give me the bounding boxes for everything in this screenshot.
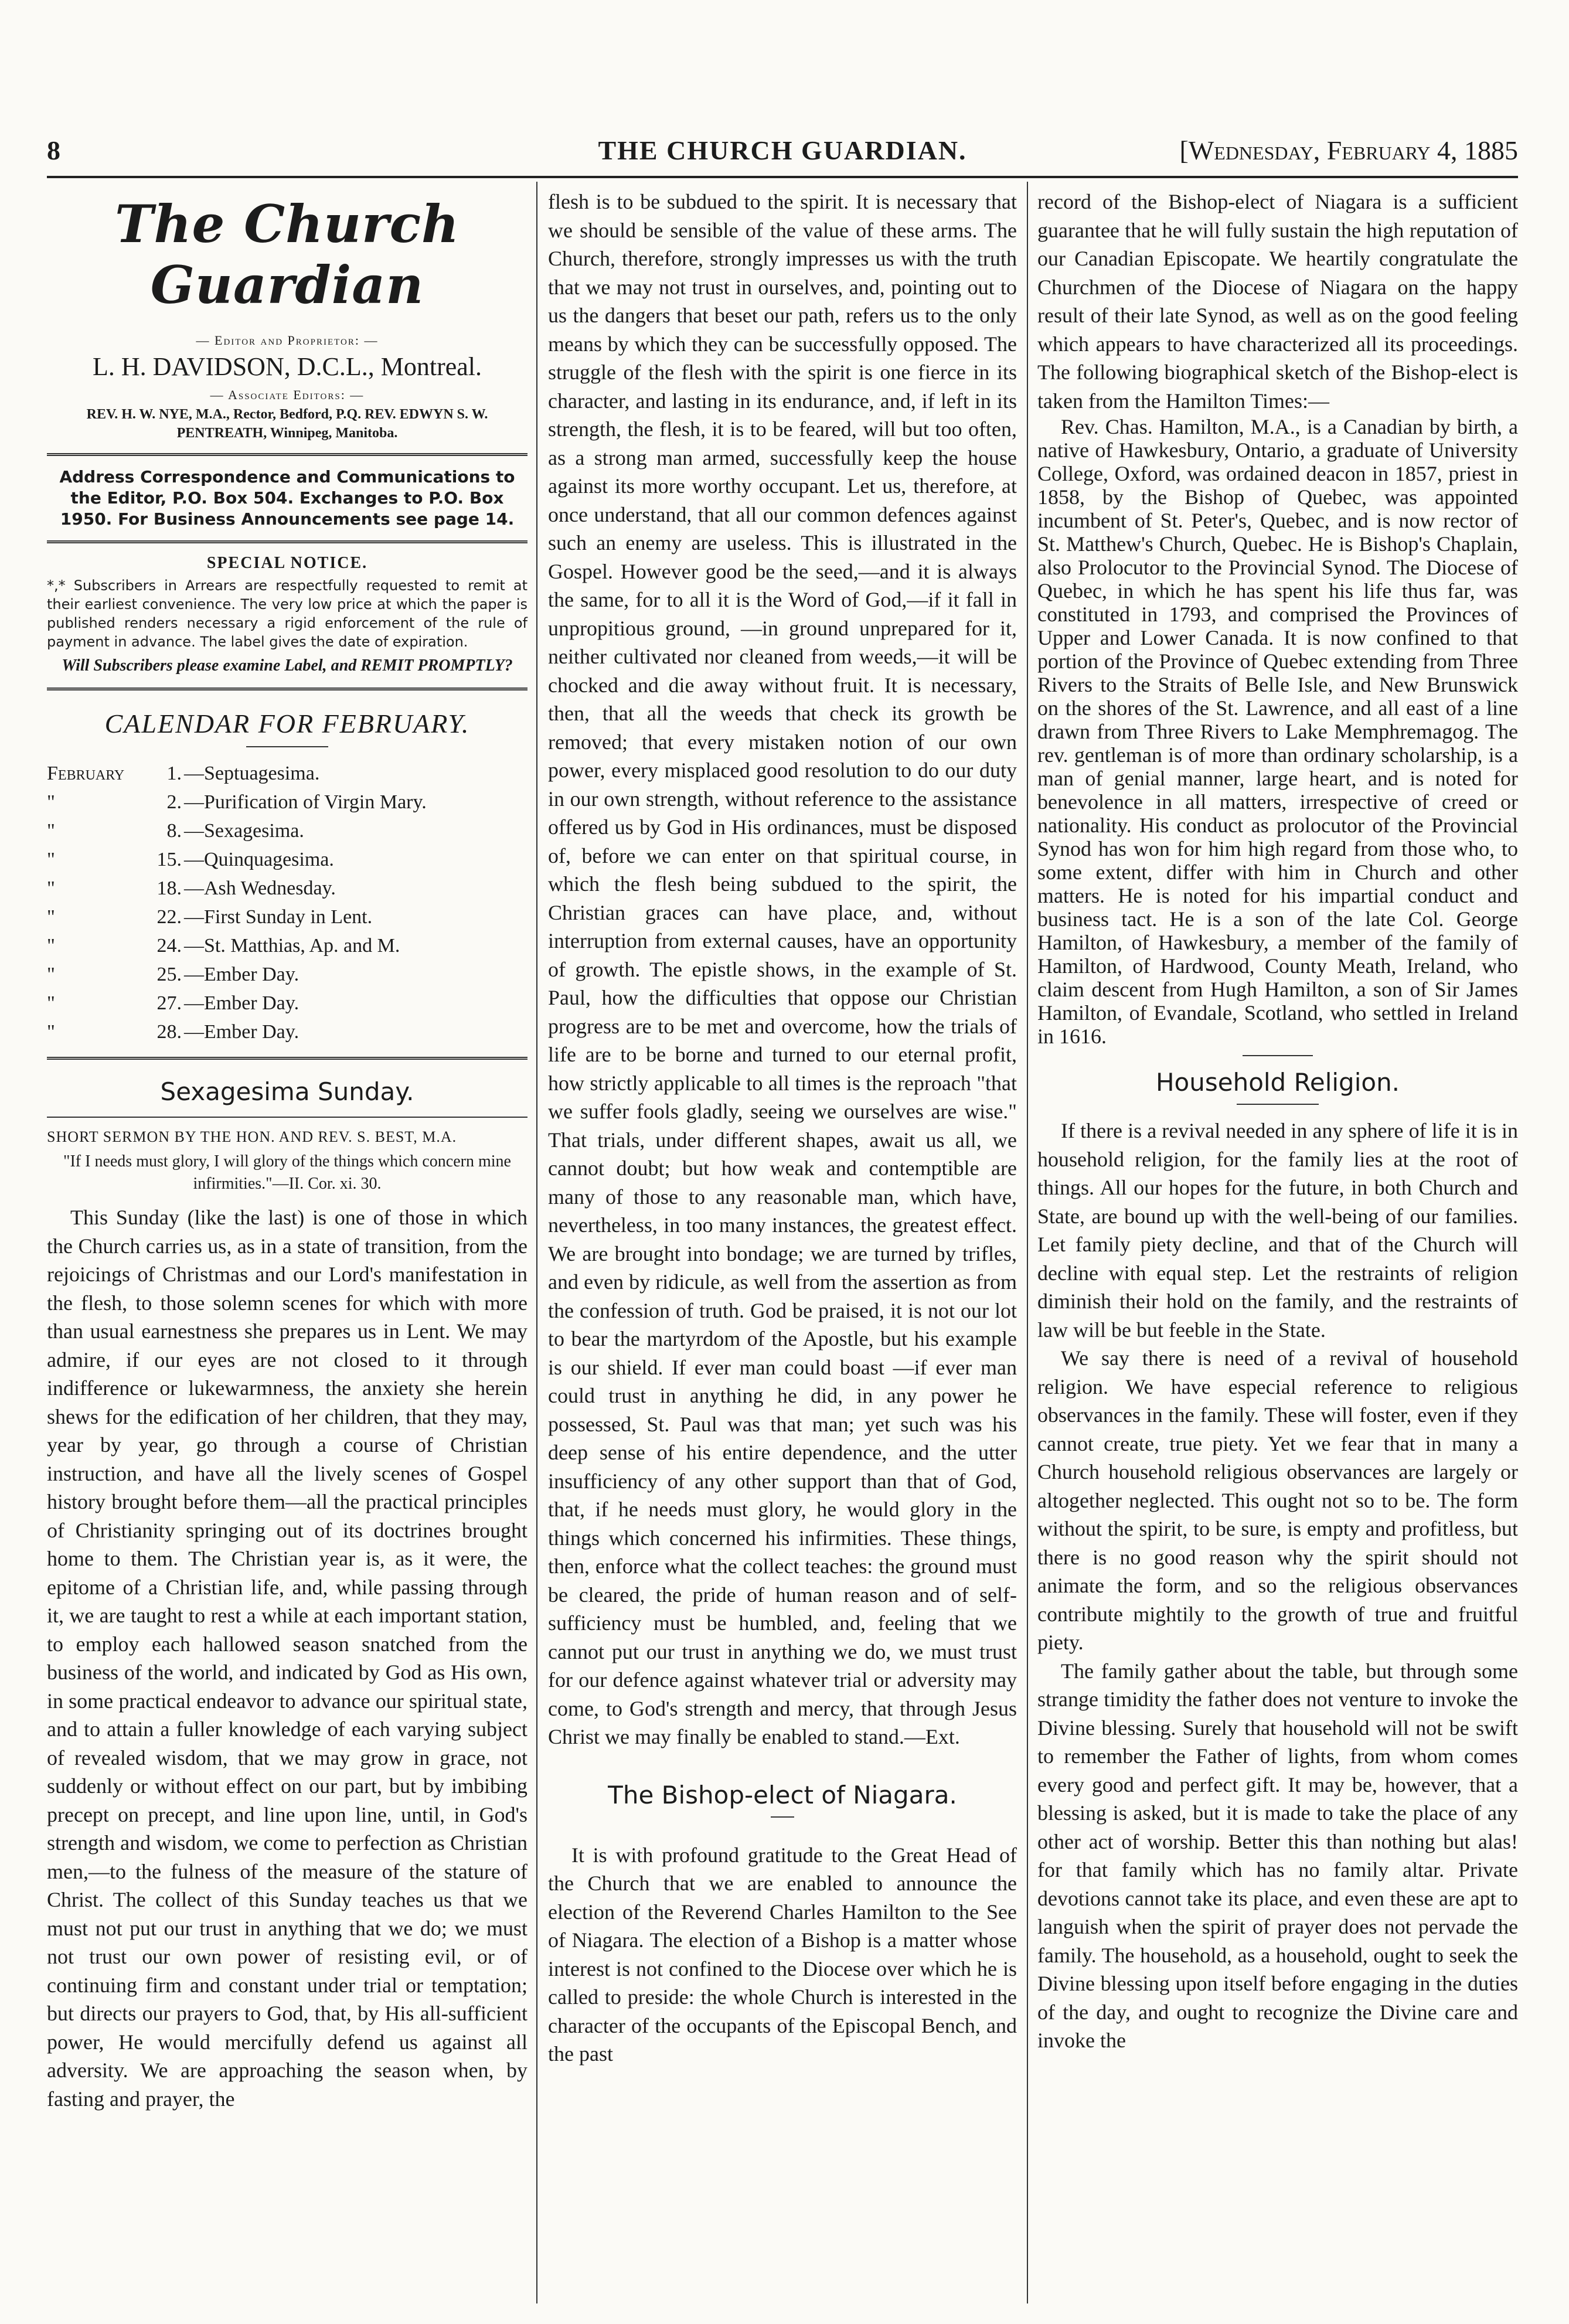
calendar-day: 18. (156, 877, 182, 899)
calendar-feast: —Quinquagesima. (184, 849, 334, 870)
calendar-month: " (47, 877, 55, 899)
sermon-heading: Sexagesima Sunday. (160, 1077, 414, 1106)
household-paragraph-2: We say there is need of a revival of household religion. We have especial reference to religious observances in the family. These will foster, even if they cannot create, true piety. Yet we fear that in many a Church household religious observances are largely or altogether neglected. This ought not so to be. The form without the spirit, to be sure, is empty and profitless, but there is no good reason why the spirit should not animate the form, and so the religious observances contribute mightily to the growth of true and fruitful piety. (1037, 1346, 1518, 1654)
divider (47, 453, 527, 456)
short-rule (246, 746, 328, 747)
calendar-entry (47, 903, 527, 931)
issue-date: [Wednesday, February 4, 1885 (1179, 135, 1518, 165)
running-head (47, 135, 1518, 176)
calendar-feast: —First Sunday in Lent. (184, 906, 373, 928)
calendar-heading: CALENDAR FOR FEBRUARY. (104, 709, 470, 739)
calendar-day: 1. (166, 763, 182, 784)
calendar-feast: —Ember Day. (184, 964, 299, 985)
calendar-feast: —Ash Wednesday. (184, 877, 336, 899)
sermon-body-col2: flesh is to be subdued to the spirit. It is necessary that we should be sensible of the value of these arms. The Church, therefore, strongly impresses us with the truth that we may not trust in ourselves, and, pointing out to us the dangers that beset our path, refers us to the only means by which they can be successfully opposed. The struggle of the flesh with the spirit is one fierce in its character, and lasting in its endurance, and, if left in its strength, the flesh, it is to be feared, will but too often, as a strong man armed, successfully keep the house against its more worthy occupant. Let us, therefore, at once understand, that all our common defences against such an enemy are useless. This is illustrated in the Gospel. However good be the seed,—and it is always the same, for to all it is the Word of God,—if it fall in unpropitious ground, —in ground unprepared for it, neither cultivated nor cleaned from weeds,—it will be chocked and die away without fruit. It is necessary, then, that all the weeds that check its growth be removed; that every mistaken notion of our own power, every misplaced good resolution to do our duty in our own strength, without reference to the assistance offered us by God in His ordinances, must be disposed of, before we can enter on that spiritual course, in which the flesh being subdued to the spirit, the Christian graces can have place, and, without interruption from external causes, have an opportunity of growth. The epistle shows, in the example of St. Paul, how the difficulties that oppose our Christian progress are to be met and overcome, how the trials of life are to be borne and turned to our eternal profit, how strictly applicable to all times is the reproach "that we suffer fools gladly, seeing we ourselves are wise." That trials, under different shapes, await us all, we cannot doubt; but how weak and contemptible are many of those to any reasonable man, which have, nevertheless, in too many instances, the greatest effect. We are brought into bondage; we are turned by trifles, and even by ridicule, as well from the assertion as from the confession of truth. God be praised, it is not our lot to bear the martyrdom of the Apostle, but his example is our shield. If ever man could boast —if ever man could trust in anything he did, in any power he possessed, St. Paul was that man; yet such was his deep sense of his entire dependence, and the utter insufficiency of any other support than that of God, that, if he needs must glory, he would glory in the things which concerned his infirmities. These things, then, enforce what the collect teaches: the ground must be cleared, the pride of human reason and of self-sufficiency must be humbled, and, feeling that we cannot put our trust in anything we do, we must trust for our defence against whatever trial or adversity may come, to God's strength and mercy, that through Jesus Christ we may finally be enabled to stand.—Ext. (548, 190, 1017, 1748)
calendar-month: " (47, 1021, 55, 1043)
editor-label: — Editor and Proprietor: — (196, 333, 379, 348)
calendar-day: 2. (166, 791, 182, 813)
address-notice: Address Correspondence and Communications to the Editor, P.O. Box 504. Exchanges to P.O. Box 1950. For Business Announcements see page 14. (59, 467, 515, 529)
column-2 (548, 188, 1017, 2068)
calendar-month: " (47, 964, 55, 985)
column-3 (1037, 188, 1518, 2055)
calendar-month: " (47, 992, 55, 1014)
calendar-entry (47, 960, 527, 989)
calendar-entry (47, 845, 527, 874)
special-notice-title: SPECIAL NOTICE. (206, 554, 368, 572)
calendar-month: February (47, 763, 125, 784)
header-rule (47, 176, 1518, 178)
calendar-list (47, 759, 527, 1046)
calendar-month: " (47, 906, 55, 928)
calendar-day: 8. (166, 820, 182, 842)
short-rule (1243, 1055, 1313, 1056)
calendar-entry (47, 989, 527, 1018)
sermon-byline: SHORT SERMON BY THE HON. AND REV. S. BEST, M.A. (47, 1128, 457, 1145)
calendar-entry (47, 931, 527, 960)
calendar-entry (47, 816, 527, 845)
associate-editors: REV. H. W. NYE, M.A., Rector, Bedford, P.Q. REV. EDWYN S. W. PENTREATH, Winnipeg, Manitoba. (86, 407, 488, 441)
household-paragraph-3: The family gather about the table, but through some strange timidity the father does not venture to invoke the Divine blessing. Surely that household will not be swift to remember the Father of lights, from whom comes every good and perfect gift. It may be, however, that a blessing is asked, but it is made to take the place of any other act of worship. Better this than nothing but alas! for that family which has no family altar. Private devotions cannot take its place, and even these are apt to languish when the spirit of prayer does not pervade the family. The household, as a household, ought to seek the Divine blessing upon itself before engaging in the duties of the day, and ought to recognize the Divine care and invoke the (1037, 1659, 1518, 2052)
calendar-feast: —Ember Day. (184, 992, 299, 1014)
sermon-body-col1: This Sunday (like the last) is one of those in which the Church carries us, as in a state of transition, from the rejoicings of Christmas and our Lord's manifestation in the flesh, to those solemn scenes for which with more than usual earnestness she prepares us in Lent. We may admire, if our eyes are not closed to it through indifference or lukewarmness, the anxiety she herein shews for the edification of her children, that they may, year by year, go through a course of Christian instruction, and have all the lively scenes of Gospel history brought before them—all the practical principles of Christianity springing out of its doctrines brought home to them. The Christian year is, as it were, the epitome of a Christian life, and, while passing through it, we are taught to rest a while at each important station, to employ each hallowed season snatched from the business of the world, and indicated by God as His own, in some practical endeavor to advance our spiritual state, and to attain a fuller knowledge of each varying subject of revealed wisdom, that we may grow in grace, not suddenly or without effect on our part, but by imbibing precept on precept, and line upon line, until, in God's strength and wisdom, we come to perfection as Christian men,—to the fulness of the measure of the stature of Christ. The collect of this Sunday teaches us that we must not put our trust in anything that we do; we must not trust our own power of resisting evil, or of continuing firm and constant under trial or temptation; but directs our prayers to God, that, by His all-sufficient power, He would mercifully defend us against all adversity. We are approaching the season when, by fasting and prayer, the (47, 1206, 527, 2111)
calendar-month: " (47, 849, 55, 870)
household-heading: Household Religion. (1155, 1068, 1400, 1097)
editor-name: L. H. DAVIDSON, D.C.L., Montreal. (92, 352, 482, 381)
calendar-feast: —St. Matthias, Ap. and M. (184, 935, 400, 957)
divider (47, 1117, 527, 1118)
paper-title: THE CHURCH GUARDIAN. (598, 135, 967, 165)
bishop-body-col2: It is with profound gratitude to the Great Head of the Church that we are enabled to announce the election of the Reverend Charles Hamilton to the See of Niagara. The election of a Bishop is a matter whose interest is not confined to the Diocese over which he is called to preside: the whole Church is interested in the character of the occupants of the Episcopal Bench, and the past (548, 1843, 1017, 2066)
short-rule (1237, 1104, 1319, 1105)
column-divider (536, 182, 537, 2303)
special-notice-plea: Will Subscribers please examine Label, and REMIT PROMPTLY? (62, 656, 513, 675)
calendar-feast: —Ember Day. (184, 1021, 299, 1043)
special-notice-body: *,* Subscribers in Arrears are respectfully requested to remit at their earliest convenience. The very low price at which the paper is published renders necessary a rigid enforcement of the rule of payment in advance. The label gives the date of expiration. (47, 577, 527, 650)
divider (47, 540, 527, 543)
household-paragraph-1: If there is a revival needed in any sphere of life it is in household religion, for the family lies at the root of things. All our hopes for the future, in both Church and State, are bound up with the well-being of our families. Let family piety decline, and that of the Church will decline with equal step. Let the restraints of religion diminish their hold on the family, and the restraints of law will be but feeble in the State. (1037, 1119, 1518, 1342)
calendar-month: " (47, 820, 55, 842)
calendar-day: 27. (156, 992, 182, 1014)
associate-label: — Associate Editors: — (210, 387, 365, 402)
page-number: 8 (47, 135, 60, 165)
calendar-feast: —Septuagesima. (184, 763, 320, 784)
divider (47, 688, 527, 690)
calendar-day: 24. (156, 935, 182, 957)
calendar-day: 22. (156, 906, 182, 928)
divider (47, 1057, 527, 1060)
sermon-quote: "If I needs must glory, I will glory of the things which concern mine infirmities."—II. Cor. xi. 30. (63, 1152, 511, 1193)
short-rule (771, 1816, 794, 1818)
calendar-entry (47, 874, 527, 903)
masthead-title: The Church Guardian (114, 193, 460, 315)
calendar-feast: —Purification of Virgin Mary. (184, 791, 427, 813)
calendar-entry (47, 759, 527, 788)
column-divider (1027, 182, 1028, 2303)
bishop-heading: The Bishop-elect of Niagara. (608, 1780, 957, 1809)
calendar-month: " (47, 791, 55, 813)
calendar-entry (47, 1018, 527, 1046)
calendar-feast: —Sexagesima. (184, 820, 304, 842)
calendar-month: " (47, 935, 55, 957)
column-1 (47, 188, 527, 2113)
bishop-body-col3: record of the Bishop-elect of Niagara is a sufficient guarantee that he will fully sustain the high reputation of our Canadian Episcopate. We heartily congratulate the Churchmen of the Diocese of Niagara on the happy result of their late Synod, as well as on the good feeling which appears to have characterized all its proceedings. The following biographical sketch of the Bishop-elect is taken from the Hamilton Times:— (1037, 190, 1518, 413)
calendar-day: 15. (156, 849, 182, 870)
bishop-biography: Rev. Chas. Hamilton, M.A., is a Canadian by birth, a native of Hawkesbury, Ontario, a graduate of University College, Oxford, was ordained deacon in 1857, priest in 1858, by the Bishop of Quebec, was appointed incumbent of St. Peter's, Quebec, and is now rector of St. Matthew's Church, Quebec. He is Bishop's Chaplain, also Prolocutor to the Provincial Synod. The Diocese of Quebec, in which he has spent his life thus far, was constituted in 1793, and comprised the Provinces of Upper and Lower Canada. It is now confined to that portion of the Province of Quebec extending from Three Rivers to the Straits of Belle Isle, and New Brunswick on the shores of the St. Lawrence, and all east of a line drawn from Three Rivers to Lake Memphremagog. The rev. gentleman is of more than ordinary scholarship, is a man of genial manner, large heart, and is noted for benevolence in all matters, irrespective of creed or nationality. His conduct as prolocutor of the Provincial Synod has won for him high regard from those who, to some extent, differ with him in Church and other matters. He is noted for his impartial conduct and business tact. He is a son of the late Col. George Hamilton, of Hawkesbury, a member of the family of Hamilton, of Hardwood, County Meath, Ireland, who claim descent from Hugh Hamilton, a son of Sir James Hamilton, of Evandale, Scotland, who settled in Ireland in 1616. (1037, 415, 1518, 1048)
calendar-entry (47, 788, 527, 816)
calendar-day: 25. (156, 964, 182, 985)
calendar-day: 28. (156, 1021, 182, 1043)
